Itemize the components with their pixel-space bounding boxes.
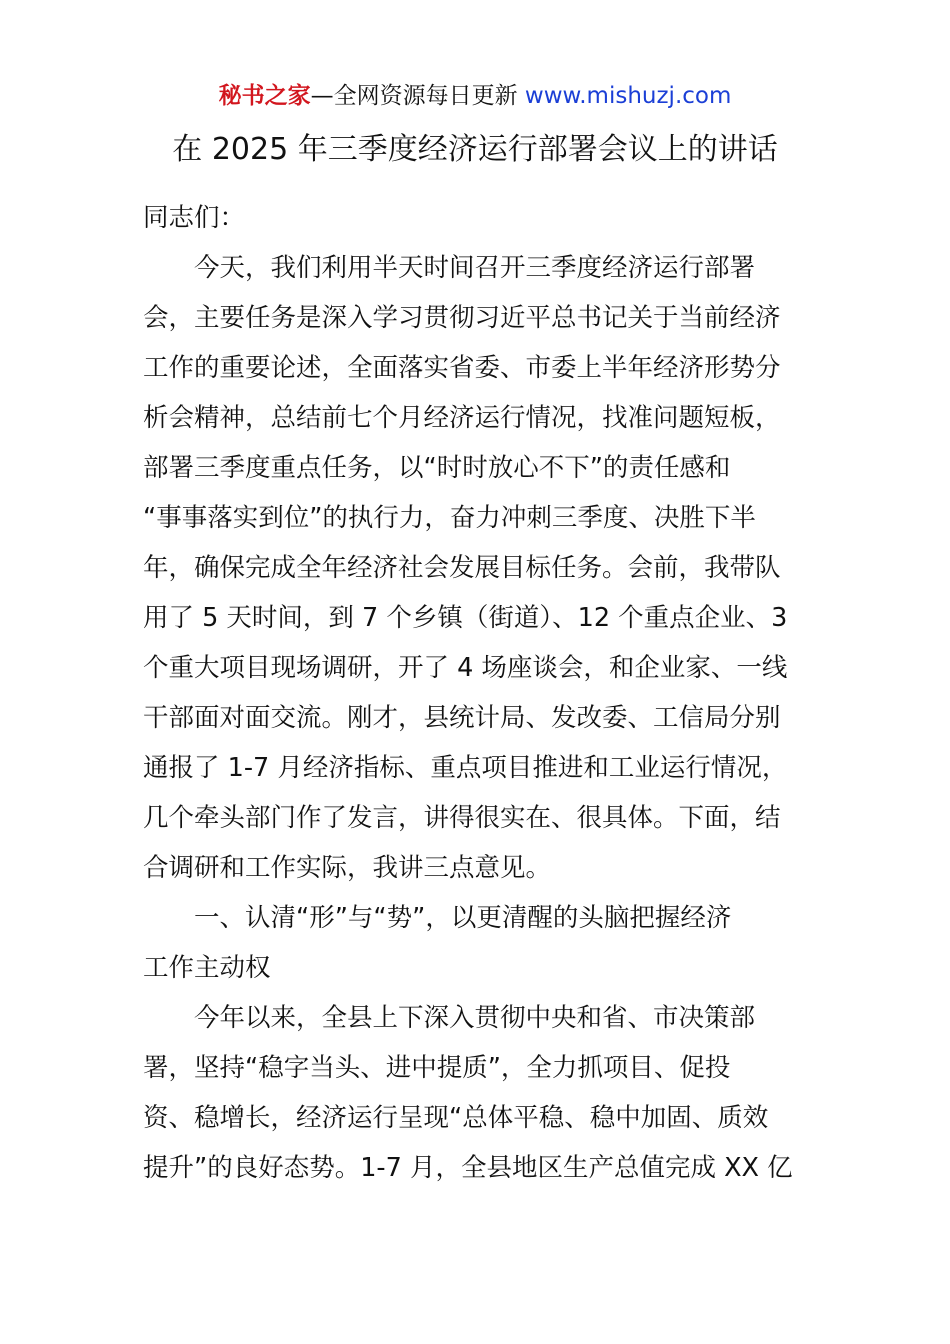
brand-name: 秘书之家	[218, 83, 311, 109]
text-line: 工作的重要论述，全面落实省委、市委上半年经济形势分	[143, 353, 781, 383]
text-line: 年，确保完成全年经济社会发展目标任务。会前，我带队	[143, 553, 781, 583]
text-line: 署，坚持“稳字当头、进中提质”，全力抓项目、促投	[143, 1053, 731, 1083]
text-line: 合调研和工作实际，我讲三点意见。	[143, 853, 552, 883]
text-line: 个重大项目现场调研，开了 4 场座谈会，和企业家、一线	[143, 653, 788, 683]
text-line: 几个牵头部门作了发言，讲得很实在、很具体。下面，结	[143, 803, 781, 833]
section-heading-line: 工作主动权	[143, 953, 271, 983]
website-link[interactable]: www.mishuzj.com	[524, 83, 732, 109]
text-line: 干部面对面交流。刚才，县统计局、发改委、工信局分别	[143, 703, 781, 733]
header-tagline: —全网资源每日更新	[310, 83, 525, 109]
text-line: 今天，我们利用半天时间召开三季度经济运行部署	[143, 253, 756, 283]
text-line: 析会精神，总结前七个月经济运行情况，找准问题短板，	[143, 403, 781, 433]
site-header	[0, 80, 950, 112]
text-line: “事事落实到位”的执行力，奋力冲刺三季度、决胜下半	[143, 503, 756, 533]
document-title: 在 2025 年三季度经济运行部署会议上的讲话	[172, 132, 778, 167]
text-line: 资、稳增长，经济运行呈现“总体平稳、稳中加固、质效	[143, 1103, 769, 1133]
section-heading-line: 一、认清“形”与“势”，以更清醒的头脑把握经济	[143, 903, 732, 933]
text-line: 部署三季度重点任务，以“时时放心不下”的责任感和	[143, 453, 731, 483]
text-line: 用了 5 天时间，到 7 个乡镇（街道）、12 个重点企业、3	[143, 603, 788, 633]
document-body	[143, 193, 808, 1193]
text-line: 今年以来，全县上下深入贯彻中央和省、市决策部	[143, 1003, 756, 1033]
text-line: 通报了 1-7 月经济指标、重点项目推进和工业运行情况，	[143, 753, 788, 783]
text-line: 提升”的良好态势。1-7 月，全县地区生产总值完成 XX 亿	[143, 1153, 793, 1183]
text-line: 同志们：	[143, 203, 246, 233]
text-line: 会，主要任务是深入学习贯彻习近平总书记关于当前经济	[143, 303, 781, 333]
